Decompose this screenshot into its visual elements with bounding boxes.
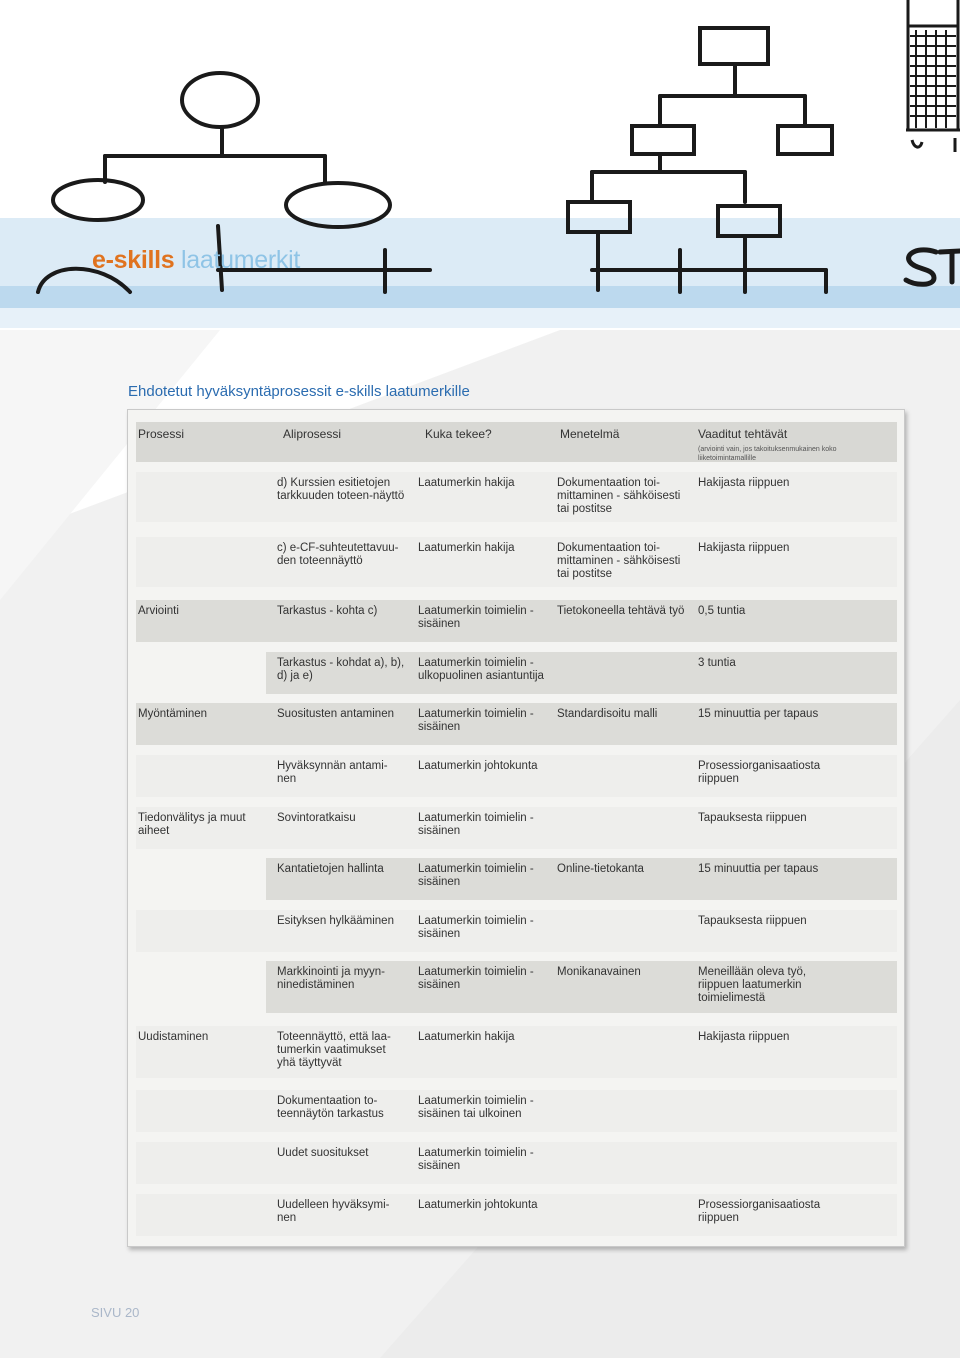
cell-kuka: Laatumerkin hakija (418, 542, 515, 554)
table-row (136, 1090, 897, 1132)
cell-aliprosessi: Dokumentaation to-teennäytön tarkastus (277, 1095, 384, 1120)
section-title: Ehdotetut hyväksyntäprosessit e-skills laatumerkille (128, 383, 470, 400)
cell-tehtavat: Meneillään oleva työ, riippuen laatumerkin toimielimestä (698, 966, 807, 1004)
cell-tehtavat: 15 minuuttia per tapaus (698, 708, 819, 720)
cell-aliprosessi: Toteennäyttö, että laa-tumerkin vaatimukset yhä täyttyvät (277, 1031, 391, 1069)
cell-kuka: Laatumerkin johtokunta (418, 760, 538, 772)
cell-menetelma: Monikanavainen (557, 966, 641, 978)
table-row (136, 858, 897, 900)
cell-aliprosessi: Esityksen hylkääminen (277, 915, 394, 927)
cell-aliprosessi: Hyväksynnän antami-nen (277, 760, 388, 785)
cell-prosessi: Uudistaminen (138, 1031, 209, 1043)
cell-tehtavat: Hakijasta riippuen (698, 477, 790, 489)
cell-prosessi: Myöntäminen (138, 708, 208, 720)
table-row (136, 755, 897, 797)
page-number: SIVU 20 (91, 1305, 140, 1320)
cell-kuka: Laatumerkin toimielin - sisäinen tai ulkoinen (418, 1095, 534, 1120)
cell-kuka: Laatumerkin toimielin - sisäinen (418, 605, 534, 630)
table-row (136, 652, 897, 694)
column-header-tehtavat: Vaaditut tehtävät (698, 427, 788, 441)
cell-prosessi: Arviointi (138, 605, 179, 617)
cell-tehtavat: Tapauksesta riippuen (698, 915, 807, 927)
cell-tehtavat: Tapauksesta riippuen (698, 812, 807, 824)
cell-kuka: Laatumerkin toimielin - sisäinen (418, 812, 534, 837)
cell-aliprosessi: Kantatietojen hallinta (277, 863, 384, 875)
table-header (136, 422, 897, 462)
cell-kuka: Laatumerkin hakija (418, 477, 515, 489)
table-row (136, 1026, 897, 1078)
cell-aliprosessi: d) Kurssien esitietojen tarkkuuden toteen-näyttö (277, 477, 405, 502)
cell-menetelma: Dokumentaation toi-mittaminen - sähköisesti tai postitse (557, 542, 681, 580)
cell-kuka: Laatumerkin toimielin - sisäinen (418, 966, 534, 991)
cell-tehtavat: Prosessiorganisaatiosta riippuen (698, 1199, 821, 1224)
cell-tehtavat: Hakijasta riippuen (698, 1031, 790, 1043)
cell-kuka: Laatumerkin toimielin - sisäinen (418, 915, 534, 940)
cell-kuka: Laatumerkin johtokunta (418, 1199, 538, 1211)
cell-menetelma: Standardisoitu malli (557, 708, 658, 720)
table-row (136, 807, 897, 849)
cell-kuka: Laatumerkin toimielin - sisäinen (418, 708, 534, 733)
column-header-note: (arviointi vain, jos takoituksenmukainen koko liiketoimintamallille (698, 446, 837, 462)
cell-aliprosessi: Tarkastus - kohta c) (277, 605, 378, 617)
cell-menetelma: Dokumentaation toi-mittaminen - sähköisesti tai postitse (557, 477, 681, 515)
table-row (136, 1142, 897, 1184)
cell-tehtavat: 0,5 tuntia (698, 605, 746, 617)
table-row (136, 910, 897, 952)
cell-aliprosessi: Markkinointi ja myyn-ninedistäminen (277, 966, 385, 991)
cell-tehtavat: Hakijasta riippuen (698, 542, 790, 554)
column-header-prosessi: Prosessi (138, 427, 185, 441)
column-header-aliprosessi: Aliprosessi (283, 427, 342, 441)
table-row (136, 472, 897, 522)
cell-kuka: Laatumerkin hakija (418, 1031, 515, 1043)
cell-menetelma: Tietokoneella tehtävä työ (557, 605, 685, 617)
brand-title (92, 246, 300, 275)
cell-menetelma: Online-tietokanta (557, 863, 644, 875)
cell-aliprosessi: Uudet suositukset (277, 1147, 369, 1159)
cell-aliprosessi: Tarkastus - kohdat a), b), d) ja e) (277, 657, 405, 682)
cell-tehtavat: 15 minuuttia per tapaus (698, 863, 819, 875)
column-header-kuka: Kuka tekee? (425, 427, 492, 441)
table-row (136, 600, 897, 642)
table-row (136, 537, 897, 587)
brand-light: laatumerkit (181, 246, 301, 274)
cell-kuka: Laatumerkin toimielin - ulkopuolinen asiantuntija (418, 657, 544, 682)
cell-prosessi: Tiedonvälitys ja muut aiheet (138, 812, 246, 837)
approval-process-table (127, 409, 905, 1247)
cell-kuka: Laatumerkin toimielin - sisäinen (418, 1147, 534, 1172)
brand-bold: e-skills (92, 246, 175, 274)
table-row (136, 1194, 897, 1236)
table-row (136, 703, 897, 745)
cell-aliprosessi: Suositusten antaminen (277, 708, 394, 720)
cell-kuka: Laatumerkin toimielin - sisäinen (418, 863, 534, 888)
cell-aliprosessi: c) e-CF-suhteutettavuu-den toteennäyttö (277, 542, 399, 567)
table-row (136, 961, 897, 1013)
cell-tehtavat: 3 tuntia (698, 657, 736, 669)
cell-aliprosessi: Sovintoratkaisu (277, 812, 356, 824)
cell-aliprosessi: Uudelleen hyväksymi-nen (277, 1199, 390, 1224)
column-header-menetelma: Menetelmä (560, 427, 620, 441)
cell-tehtavat: Prosessiorganisaatiosta riippuen (698, 760, 821, 785)
